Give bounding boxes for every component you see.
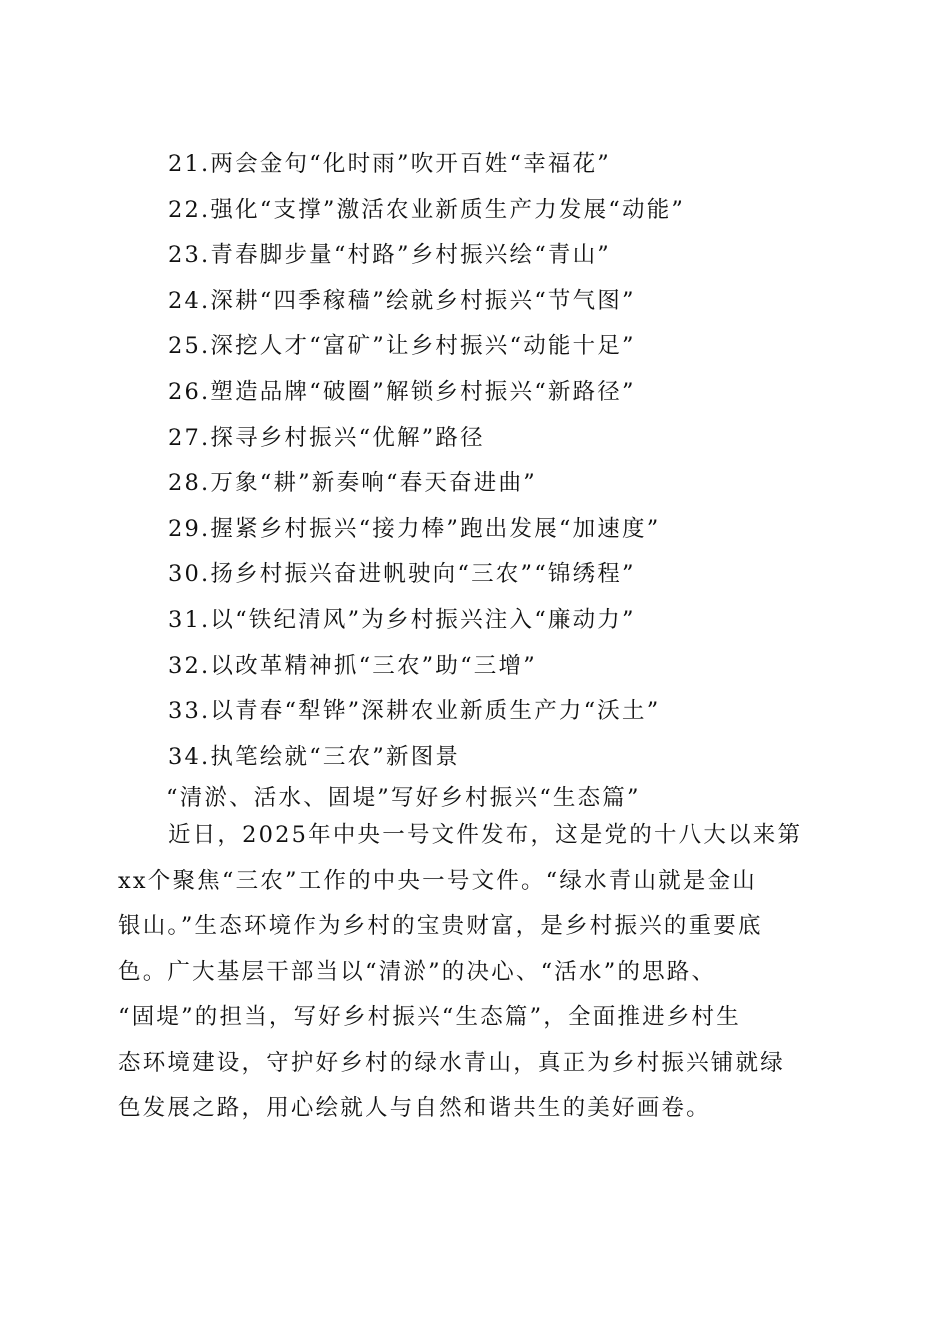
paragraph-line: 色发展之路，用心绘就人与自然和谐共生的美好画卷。 <box>118 1095 711 1121</box>
list-item: 32.以改革精神抓“三农”助“三增” <box>168 652 537 679</box>
paragraph-line: “固堤”的担当，写好乡村振兴“生态篇”，全面推进乡村生 <box>118 1004 741 1030</box>
paragraph-line: 银山。”生态环境作为乡村的宝贵财富，是乡村振兴的重要底 <box>118 913 763 939</box>
list-item: 24.深耕“四季稼穑”绘就乡村振兴“节气图” <box>168 287 636 314</box>
paragraph-line: 近日，2025年中央一号文件发布，这是党的十八大以来第 <box>168 822 803 848</box>
list-item: 22.强化“支撑”激活农业新质生产力发展“动能” <box>168 196 686 223</box>
list-item: 25.深挖人才“富矿”让乡村振兴“动能十足” <box>168 333 636 360</box>
list-item: 21.两会金句“化时雨”吹开百姓“幸福花” <box>168 151 611 177</box>
body-paragraph <box>118 813 830 1132</box>
list-item: 33.以青春“犁铧”深耕农业新质生产力“沃土” <box>168 698 661 725</box>
list-item: 30.扬乡村振兴奋进帆驶向“三农”“锦绣程” <box>168 561 636 588</box>
title-list <box>168 142 848 780</box>
paragraph-line: 色。广大基层干部当以“清淤”的决心、“活水”的思路、 <box>118 958 717 985</box>
paragraph-line: 态环境建设，守护好乡村的绿水青山，真正为乡村振兴铺就绿 <box>118 1049 785 1076</box>
paragraph-line: xx个聚焦“三农”工作的中央一号文件。“绿水青山就是金山 <box>118 867 757 894</box>
list-item: 26.塑造品牌“破圈”解锁乡村振兴“新路径” <box>168 378 636 405</box>
list-item: 29.握紧乡村振兴“接力棒”跑出发展“加速度” <box>168 515 661 542</box>
list-item: 31.以“铁纪清风”为乡村振兴注入“廉动力” <box>168 606 636 633</box>
list-item: 27.探寻乡村振兴“优解”路径 <box>168 424 485 451</box>
list-item: 34.执笔绘就“三农”新图景 <box>168 743 461 770</box>
list-item: 23.青春脚步量“村路”乡村振兴绘“青山” <box>168 242 611 269</box>
article-title: “清淤、活水、固堤”写好乡村振兴“生态篇” <box>166 785 641 811</box>
list-item: 28.万象“耕”新奏响“春天奋进曲” <box>168 470 537 497</box>
